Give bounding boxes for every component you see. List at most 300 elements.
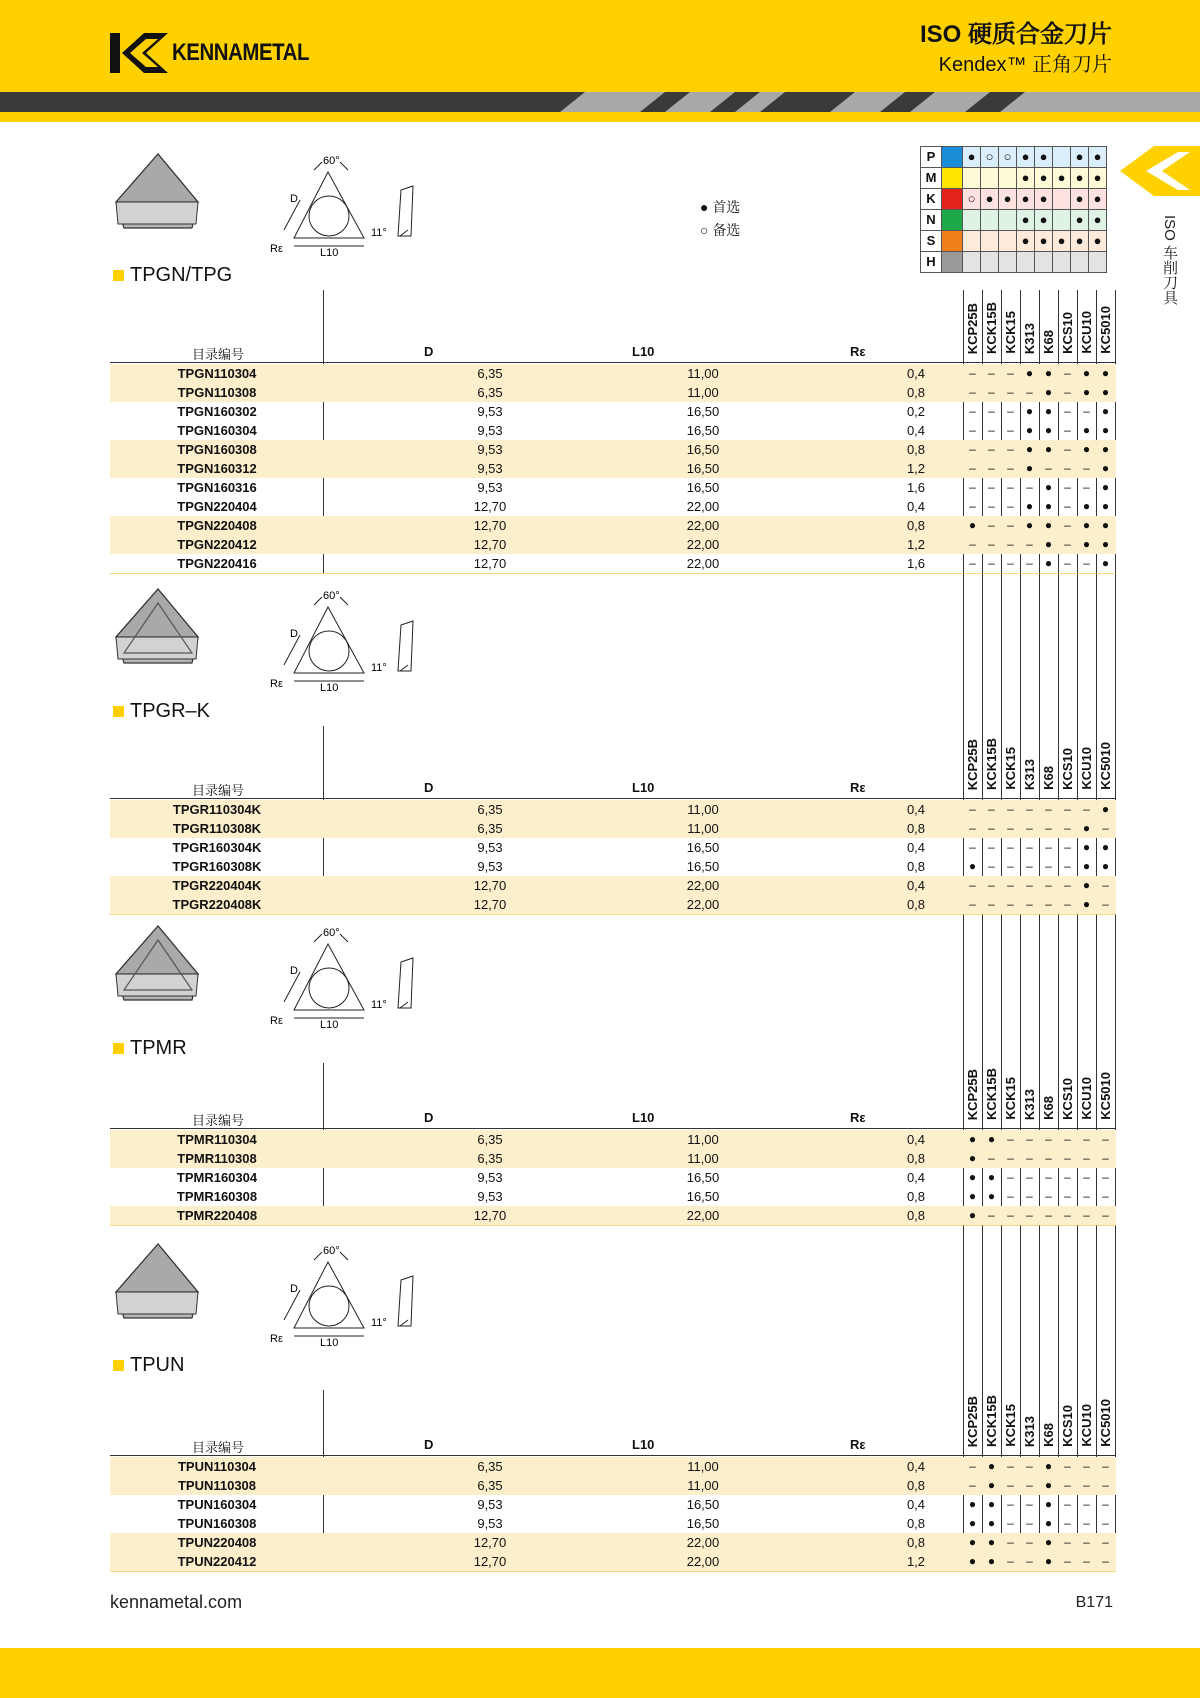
header-accent	[0, 112, 1200, 122]
section-marker-icon	[113, 1360, 124, 1371]
angle-label: 60°	[323, 1245, 340, 1257]
grade-availability: –	[969, 537, 976, 551]
grade-availability: –	[1007, 802, 1014, 816]
section-marker-icon	[113, 706, 124, 717]
material-mark: ○	[981, 147, 999, 168]
re-value: 0,4	[906, 366, 926, 381]
angle-label: 60°	[323, 590, 340, 602]
material-mark: ○	[999, 147, 1017, 168]
table-row[interactable]	[110, 516, 1116, 535]
footer-url[interactable]: kennametal.com	[110, 1592, 243, 1612]
grade-availability: –	[1064, 423, 1071, 437]
grade-availability: ●	[1025, 423, 1034, 437]
grade-availability: –	[1026, 1208, 1033, 1222]
material-row	[921, 189, 1107, 210]
table-row[interactable]	[110, 1514, 1116, 1533]
material-mark: ●	[1089, 189, 1107, 210]
grade-availability: –	[1102, 1151, 1109, 1165]
legend	[700, 196, 740, 242]
material-color-swatch	[942, 252, 963, 273]
table-row[interactable]	[110, 364, 1116, 383]
grade-header	[1020, 1381, 1039, 1451]
d-value: 12,70	[473, 518, 507, 533]
table-row[interactable]	[110, 421, 1116, 440]
l10-value: 16,50	[686, 859, 720, 874]
l10-value: 11,00	[687, 1132, 719, 1147]
grade-availability: –	[1007, 840, 1014, 854]
grade-availability: ●	[968, 1132, 977, 1146]
catalog-column-header: 目录编号	[192, 783, 245, 798]
grade-availability: –	[1083, 1497, 1090, 1511]
material-mark	[999, 252, 1017, 273]
re-value: 0,4	[906, 423, 926, 438]
material-letter: S	[921, 231, 942, 252]
grade-availability: ●	[1101, 802, 1110, 816]
grade-availability: –	[988, 366, 995, 380]
grade-availability: –	[1007, 556, 1014, 570]
grade-header	[1039, 724, 1058, 794]
grade-availability: ●	[987, 1497, 996, 1511]
grade-availability: –	[969, 385, 976, 399]
grade-header	[1077, 724, 1096, 794]
grade-availability: –	[1102, 897, 1109, 911]
catalog-number: TPGR110304K	[172, 802, 262, 817]
grade-header	[1096, 288, 1115, 358]
grade-availability: –	[1064, 404, 1071, 418]
table-row[interactable]	[110, 1476, 1116, 1495]
material-mark: ●	[1017, 147, 1035, 168]
brand-logo[interactable]	[110, 33, 333, 73]
grade-availability: –	[1083, 1459, 1090, 1473]
grade-availability: –	[1064, 802, 1071, 816]
grade-header-label: KCK15	[1003, 747, 1018, 790]
page-subtitle: Kendex™ 正角刀片	[938, 54, 1112, 76]
table-bottom-rule	[110, 1225, 1116, 1226]
material-mark: ●	[1035, 210, 1053, 231]
material-mark: ●	[1089, 210, 1107, 231]
material-row	[921, 252, 1107, 273]
insert-dimension-icon	[284, 934, 413, 1018]
material-mark: ●	[1071, 210, 1089, 231]
table-row[interactable]	[110, 1533, 1116, 1552]
table-row[interactable]	[110, 1552, 1116, 1571]
re-value: 0,8	[906, 518, 926, 533]
table-row[interactable]	[110, 1457, 1116, 1476]
d-value: 9,53	[477, 1189, 503, 1204]
grade-availability: ●	[1101, 518, 1110, 532]
grade-availability: ●	[1101, 461, 1110, 475]
grade-availability: –	[988, 859, 995, 873]
grade-header	[1020, 288, 1039, 358]
grade-availability: ●	[968, 1151, 977, 1165]
insert-3d-icon	[116, 1244, 198, 1318]
grade-availability: –	[1102, 1516, 1109, 1530]
table-row[interactable]	[110, 1206, 1116, 1225]
section-title	[113, 264, 232, 287]
grade-availability: –	[1007, 1208, 1014, 1222]
grade-availability: –	[988, 442, 995, 456]
re-label: Rε	[270, 1015, 283, 1027]
grade-availability: –	[1026, 1516, 1033, 1530]
catalog-number: TPUN110304	[177, 1459, 257, 1474]
d-value: 12,70	[473, 1554, 507, 1569]
grade-header-label: KCU10	[1079, 747, 1094, 790]
table-row[interactable]	[110, 497, 1116, 516]
d-label: D	[290, 628, 298, 640]
material-letter: M	[921, 168, 942, 189]
grade-availability: –	[1083, 1170, 1090, 1184]
grade-availability: ●	[1044, 556, 1053, 570]
catalog-number: TPMR160308	[176, 1189, 258, 1204]
grade-availability: –	[969, 366, 976, 380]
grade-availability: –	[1026, 385, 1033, 399]
grade-availability: –	[1007, 897, 1014, 911]
table-row[interactable]	[110, 876, 1116, 895]
table-row[interactable]	[110, 440, 1116, 459]
grade-header	[1077, 1054, 1096, 1124]
grade-availability: ●	[1044, 404, 1053, 418]
d-value: 6,35	[477, 1151, 503, 1166]
grade-availability: –	[1102, 1497, 1109, 1511]
table-row[interactable]	[110, 857, 1116, 876]
d-value: 12,70	[473, 556, 507, 571]
material-mark	[1017, 252, 1035, 273]
material-mark	[1035, 252, 1053, 273]
side-chevron-icon	[1120, 146, 1200, 196]
grade-availability: –	[1007, 1459, 1014, 1473]
grade-availability: –	[1102, 1535, 1109, 1549]
grade-availability: –	[969, 840, 976, 854]
d-value: 6,35	[477, 366, 503, 381]
insert-drawing	[108, 1240, 428, 1355]
grade-availability: –	[988, 480, 995, 494]
grade-availability: –	[988, 499, 995, 513]
grade-header	[1001, 1381, 1020, 1451]
grade-availability: –	[1007, 404, 1014, 418]
table-row[interactable]	[110, 459, 1116, 478]
grade-availability: ●	[1044, 1535, 1053, 1549]
grade-availability: ●	[987, 1132, 996, 1146]
d-label: D	[290, 965, 298, 977]
grade-availability: ●	[1082, 840, 1091, 854]
grade-availability: ●	[1044, 423, 1053, 437]
l10-value: 22,00	[686, 499, 720, 514]
grade-availability: –	[1064, 1554, 1071, 1568]
grade-availability: –	[1102, 878, 1109, 892]
grade-availability: –	[1007, 385, 1014, 399]
catalog-column-header: 目录编号	[192, 1440, 245, 1455]
grade-availability: ●	[1044, 1497, 1053, 1511]
grade-availability: –	[1045, 1170, 1052, 1184]
material-letter: H	[921, 252, 942, 273]
grade-header-label: KCS10	[1060, 1405, 1075, 1447]
l10-value: 16,50	[686, 404, 720, 419]
catalog-number: TPUN160308	[177, 1516, 257, 1531]
grade-availability: ●	[1044, 366, 1053, 380]
re-column-header: Rε	[850, 1110, 866, 1125]
material-mark	[963, 210, 981, 231]
section-title-text: TPGR–K	[130, 700, 211, 722]
catalog-number: TPGR220404K	[172, 878, 262, 893]
insert-dimension-icon	[284, 1252, 413, 1336]
catalog-number: TPGR160308K	[172, 859, 262, 874]
grade-availability: –	[1007, 480, 1014, 494]
grade-availability: ●	[987, 1516, 996, 1530]
grade-header-label: KCP25B	[965, 1395, 980, 1447]
table-row[interactable]	[110, 535, 1116, 554]
re-value: 0,8	[906, 1535, 926, 1550]
grade-availability: –	[1007, 537, 1014, 551]
insert-dimension-icon	[284, 162, 413, 246]
table-row[interactable]	[110, 819, 1116, 838]
re-value: 1,2	[906, 461, 926, 476]
section-marker-icon	[113, 1043, 124, 1054]
grade-availability: –	[1007, 859, 1014, 873]
grade-availability: ●	[1101, 366, 1110, 380]
grade-availability: –	[969, 802, 976, 816]
grade-availability: –	[1026, 1554, 1033, 1568]
material-mark	[981, 231, 999, 252]
grade-availability: –	[1064, 840, 1071, 854]
re-column-header: Rε	[850, 780, 866, 795]
grade-availability: –	[969, 897, 976, 911]
re-value: 0,8	[906, 1478, 926, 1493]
table-row[interactable]	[110, 895, 1116, 914]
grade-availability: –	[988, 1151, 995, 1165]
grade-availability: –	[1064, 480, 1071, 494]
catalog-number: TPGR160304K	[172, 840, 262, 855]
table-row[interactable]	[110, 1149, 1116, 1168]
grade-availability: –	[1102, 821, 1109, 835]
material-mark: ●	[1035, 231, 1053, 252]
grade-availability: –	[1083, 1478, 1090, 1492]
material-mark: ●	[1089, 147, 1107, 168]
grade-availability: –	[988, 556, 995, 570]
section-title	[113, 700, 210, 723]
grade-availability: –	[1026, 556, 1033, 570]
grade-availability: –	[1083, 802, 1090, 816]
table-row[interactable]	[110, 402, 1116, 421]
re-value: 1,2	[906, 537, 926, 552]
grade-availability: –	[1007, 1132, 1014, 1146]
header-stripe	[0, 92, 1200, 112]
grade-availability: –	[1007, 442, 1014, 456]
table-row[interactable]	[110, 1168, 1116, 1187]
material-mark: ●	[1035, 147, 1053, 168]
material-mark: ●	[963, 147, 981, 168]
d-column-header: D	[424, 780, 434, 795]
grade-availability: –	[1007, 366, 1014, 380]
grade-availability: –	[1026, 1132, 1033, 1146]
grade-availability: –	[1045, 840, 1052, 854]
re-value: 1,2	[906, 1554, 926, 1569]
material-mark	[963, 252, 981, 273]
grade-availability: ●	[1082, 821, 1091, 835]
grade-header-label: K313	[1022, 1415, 1037, 1447]
re-value: 1,6	[906, 480, 926, 495]
material-mark: ●	[1017, 168, 1035, 189]
d-value: 9,53	[477, 442, 503, 457]
grade-availability: –	[1064, 461, 1071, 475]
grade-availability: –	[1083, 1189, 1090, 1203]
grade-availability: –	[1064, 442, 1071, 456]
catalog-number: TPGN220404	[177, 499, 257, 514]
catalog-number: TPUN110308	[177, 1478, 257, 1493]
catalog-number: TPGN160308	[177, 442, 257, 457]
table-row[interactable]	[110, 1187, 1116, 1206]
material-color-swatch	[942, 231, 963, 252]
material-mark: ●	[1053, 168, 1071, 189]
d-label: D	[290, 193, 298, 205]
grade-availability: ●	[1082, 537, 1091, 551]
grade-availability: ●	[1082, 499, 1091, 513]
grade-header	[1058, 1381, 1077, 1451]
angle-label: 60°	[323, 155, 340, 167]
grade-availability: ●	[987, 1554, 996, 1568]
material-mark: ●	[981, 189, 999, 210]
insert-3d-icon	[116, 589, 198, 663]
grade-availability: –	[969, 442, 976, 456]
grade-availability: –	[1026, 1535, 1033, 1549]
footer-bar	[0, 1648, 1200, 1698]
material-color-swatch	[942, 168, 963, 189]
grade-availability: ●	[1044, 518, 1053, 532]
table-bottom-rule	[110, 573, 1116, 574]
catalog-number: TPGR220408K	[172, 897, 262, 912]
section-title-text: TPGN/TPG	[130, 264, 233, 286]
grade-availability: ●	[987, 1189, 996, 1203]
catalog-number: TPGN220416	[177, 556, 257, 571]
re-value: 0,8	[906, 442, 926, 457]
catalog-number: TPMR160304	[176, 1170, 258, 1185]
re-value: 0,4	[906, 1459, 926, 1474]
grade-availability: ●	[1082, 859, 1091, 873]
l10-value: 22,00	[686, 897, 720, 912]
table-row[interactable]	[110, 478, 1116, 497]
grade-header	[1077, 1381, 1096, 1451]
grade-availability: –	[1007, 1535, 1014, 1549]
grade-availability: –	[1045, 859, 1052, 873]
grade-header	[982, 1054, 1001, 1124]
table-row[interactable]	[110, 554, 1116, 573]
section-title	[113, 1354, 184, 1377]
grade-header-label: KCU10	[1079, 1077, 1094, 1120]
grade-availability: –	[1064, 537, 1071, 551]
grade-availability: –	[1064, 1151, 1071, 1165]
table-header-rule	[110, 362, 1116, 363]
d-value: 12,70	[473, 1535, 507, 1550]
legend-preferred: ● 首选	[700, 199, 741, 215]
table-row[interactable]	[110, 1130, 1116, 1149]
material-row	[921, 210, 1107, 231]
d-value: 9,53	[477, 423, 503, 438]
grade-availability: ●	[1025, 461, 1034, 475]
material-mark: ●	[999, 189, 1017, 210]
grade-availability: ●	[1082, 385, 1091, 399]
grade-header-label: KCP25B	[965, 302, 980, 354]
material-mark	[999, 210, 1017, 231]
grade-availability: –	[1083, 1151, 1090, 1165]
grade-availability: –	[988, 537, 995, 551]
grade-availability: –	[1007, 821, 1014, 835]
catalog-number: TPUN160304	[177, 1497, 257, 1512]
grade-availability: ●	[987, 1535, 996, 1549]
material-mark	[963, 168, 981, 189]
l10-label: L10	[320, 247, 339, 259]
l10-value: 16,50	[686, 423, 720, 438]
grade-availability: ●	[1101, 385, 1110, 399]
table-row[interactable]	[110, 838, 1116, 857]
grade-availability: –	[969, 404, 976, 418]
catalog-number: TPMR110308	[177, 1151, 257, 1166]
re-value: 0,8	[906, 859, 926, 874]
d-column-header: D	[424, 1437, 434, 1452]
re-value: 0,4	[906, 878, 926, 893]
page-number: B171	[1075, 1594, 1113, 1611]
grade-availability: –	[1026, 1459, 1033, 1473]
grade-header	[1001, 288, 1020, 358]
re-value: 1,6	[906, 556, 926, 571]
material-mark	[1053, 210, 1071, 231]
grade-availability: –	[1045, 897, 1052, 911]
catalog-number: TPGN220412	[177, 537, 257, 552]
table-row[interactable]	[110, 1495, 1116, 1514]
grade-availability: ●	[1101, 423, 1110, 437]
l10-value: 22,00	[686, 878, 720, 893]
grade-header-label: KCK15	[1003, 1404, 1018, 1447]
d-value: 6,35	[477, 1478, 503, 1493]
d-value: 9,53	[477, 1516, 503, 1531]
grade-availability: ●	[968, 1554, 977, 1568]
catalog-number: TPMR220408	[176, 1208, 258, 1223]
grade-availability: –	[1064, 1208, 1071, 1222]
grade-availability: –	[1045, 821, 1052, 835]
d-value: 9,53	[477, 404, 503, 419]
material-row	[921, 168, 1107, 189]
section-title-text: TPMR	[130, 1037, 187, 1059]
grade-availability: –	[1064, 385, 1071, 399]
grade-availability: ●	[1044, 1554, 1053, 1568]
grade-availability: –	[1026, 537, 1033, 551]
grade-availability: –	[1007, 1189, 1014, 1203]
material-mark	[981, 210, 999, 231]
grade-availability: –	[1064, 366, 1071, 380]
grade-header-label: KCK15B	[984, 737, 999, 790]
grade-availability: ●	[1044, 1478, 1053, 1492]
material-mark: ○	[963, 189, 981, 210]
table-header-rule	[110, 798, 1116, 799]
grade-availability: –	[988, 518, 995, 532]
grade-availability: ●	[1025, 404, 1034, 418]
material-mark: ●	[1017, 210, 1035, 231]
grade-header	[1058, 288, 1077, 358]
catalog-number: TPGN110308	[177, 385, 257, 400]
grade-header-label: K313	[1022, 1088, 1037, 1120]
grade-header-label: K68	[1041, 1096, 1056, 1120]
grade-availability: –	[1064, 1170, 1071, 1184]
material-mark: ●	[1053, 231, 1071, 252]
d-value: 6,35	[477, 821, 503, 836]
grade-availability: ●	[1101, 537, 1110, 551]
grade-availability: –	[988, 404, 995, 418]
re-value: 0,4	[906, 1497, 926, 1512]
grade-header-label: KCP25B	[965, 1068, 980, 1120]
grade-availability: –	[1007, 499, 1014, 513]
table-row[interactable]	[110, 800, 1116, 819]
grade-availability: –	[1064, 518, 1071, 532]
grade-header	[963, 724, 982, 794]
table-row[interactable]	[110, 383, 1116, 402]
